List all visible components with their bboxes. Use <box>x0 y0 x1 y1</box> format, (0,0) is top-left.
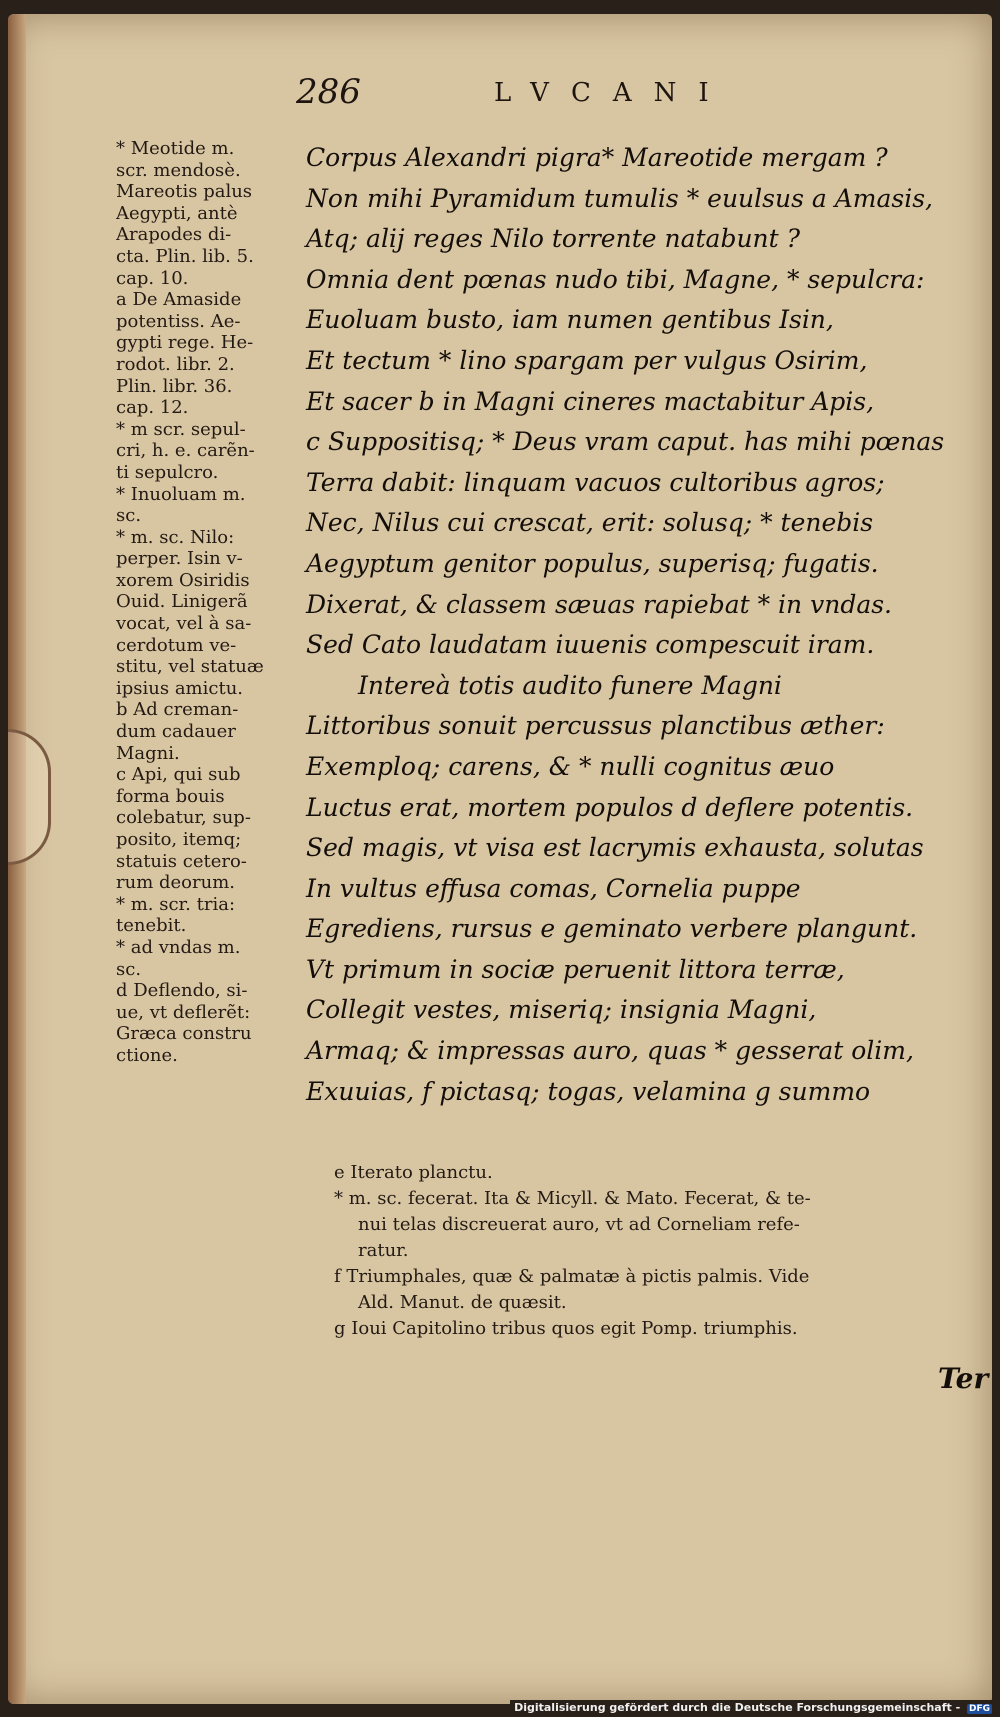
margin-note-line: statuis cetero- <box>116 850 247 872</box>
running-head <box>8 72 992 122</box>
margin-note-line: rum deorum. <box>116 872 235 894</box>
margin-note-line: cap. 12. <box>116 397 189 419</box>
footnote-line: * m. sc. fecerat. Ita & Micyll. & Mato. Fecerat, & te- <box>334 1188 811 1209</box>
margin-note-line: posito, itemq; <box>116 829 242 850</box>
footnotes <box>334 1160 974 1342</box>
book-page <box>8 14 992 1704</box>
margin-notes <box>116 138 306 1067</box>
digitization-credit <box>510 1700 996 1715</box>
catchword: Ter <box>938 1362 989 1395</box>
margin-note-line: gypti rege. He- <box>116 332 254 354</box>
margin-note-line: vocat, vel à sa- <box>116 613 252 635</box>
margin-note-line: * Inuoluam m. <box>116 483 246 505</box>
margin-note-line: xorem Osiridis <box>116 569 250 591</box>
verse-line: Dixerat, & classem sæuas rapiebat * in vndas. <box>306 589 892 619</box>
margin-note-line: potentiss. Ae- <box>116 310 241 332</box>
margin-note-line: cri, h. e. carẽn- <box>116 440 255 462</box>
verse-line: Exuuias, f pictasq; togas, velamina g summo <box>306 1076 871 1106</box>
verse-line: Sed Cato laudatam iuuenis compescuit iram. <box>306 630 875 660</box>
margin-note-line: dum cadauer <box>116 721 236 743</box>
margin-note-line: * ad vndas m. <box>116 936 241 958</box>
verse-line: Collegit vestes, miseriq; insignia Magni, <box>306 995 817 1025</box>
margin-note-line: ti sepulcro. <box>116 461 219 483</box>
footer-text: Digitalisierung gefördert durch die Deutsche Forschungsgemeinschaft - <box>514 1701 961 1714</box>
margin-note-line: scr. mendosè. <box>116 159 241 181</box>
footnote-line: Ald. Manut. de quæsit. <box>358 1292 567 1313</box>
footnote-line: f Triumphales, quæ & palmatæ à pictis palmis. Vide <box>334 1266 810 1287</box>
margin-note-line: Plin. libr. 36. <box>116 375 233 397</box>
verse-line: Et sacer b in Magni cineres mactabitur Apis, <box>306 386 875 416</box>
verse-line: In vultus effusa comas, Cornelia puppe <box>306 873 801 903</box>
verse-line: Nec, Nilus cui crescat, erit: solusq; * tenebis <box>306 508 874 538</box>
verse-line: Omnia dent pœnas nudo tibi, Magne, * sepulcra: <box>306 264 925 294</box>
verse-line: Vt primum in sociæ peruenit littora terræ, <box>306 954 845 984</box>
margin-note-line: tenebit. <box>116 915 187 937</box>
page-tab-marker <box>8 729 51 865</box>
margin-note-line: cerdotum ve- <box>116 634 237 656</box>
verse-line: Sed magis, vt visa est lacrymis exhausta, solutas <box>306 833 924 863</box>
verse-line: Atq; alij reges Nilo torrente natabunt ? <box>306 224 801 254</box>
footnote-line: e Iterato planctu. <box>334 1162 493 1183</box>
footnote-line: ratur. <box>358 1240 409 1261</box>
footnote-line: nui telas discreuerat auro, vt ad Corneliam refe- <box>358 1214 800 1235</box>
margin-note-line: cta. Plin. lib. 5. <box>116 245 254 267</box>
margin-note-line: Magni. <box>116 742 180 764</box>
margin-note-line: b Ad creman- <box>116 699 239 721</box>
verse-line: Terra dabit: linquam vacuos cultoribus agros; <box>306 467 885 497</box>
margin-note-line: sc. <box>116 505 142 527</box>
margin-note-line: c Api, qui sub <box>116 764 241 786</box>
margin-note-line: stitu, vel statuæ <box>116 656 264 678</box>
margin-note-line: d Deflendo, si- <box>116 980 248 1002</box>
footnote-line: g Ioui Capitolino tribus quos egit Pomp. triumphis. <box>334 1318 798 1339</box>
margin-note-line: Græca constru <box>116 1023 252 1045</box>
margin-note-line: Mareotis palus <box>116 181 253 203</box>
margin-note-line: forma bouis <box>116 785 225 807</box>
margin-note-line: * m. scr. tria: <box>116 893 236 915</box>
verse-line: Luctus erat, mortem populos d deflere potentis. <box>306 792 914 822</box>
verse-line: Corpus Alexandri pigra* Mareotide mergam ? <box>306 143 888 172</box>
margin-note-line: Ouid. Linigerã <box>116 591 248 613</box>
margin-note-line: ipsius amictu. <box>116 677 244 699</box>
verse-line: Euoluam busto, iam numen gentibus Isin, <box>306 305 834 335</box>
verse-line: Littoribus sonuit percussus planctibus æther: <box>306 711 885 741</box>
verse-line: Exemploq; carens, & * nulli cognitus æuo <box>306 751 835 781</box>
verse-line: Non mihi Pyramidum tumulis * euulsus a Amasis, <box>306 183 933 213</box>
verse-line: Aegyptum genitor populus, superisq; fugatis. <box>306 548 879 578</box>
margin-note-line: Arapodes di- <box>116 224 232 246</box>
margin-note-line: ue, vt deflerẽt: <box>116 1001 251 1023</box>
page-number: 286 <box>296 72 361 112</box>
verse-line: Intereà totis audito funere Magni <box>358 670 782 700</box>
margin-note-line: Aegypti, antè <box>116 202 238 224</box>
margin-note-line: colebatur, sup- <box>116 807 251 829</box>
margin-note-line: perper. Isin v- <box>116 548 243 570</box>
verse-line: Et tectum * lino spargam per vulgus Osirim, <box>306 345 868 375</box>
verse-line: c Suppositisq; * Deus vram caput. has mihi pœnas <box>306 427 945 457</box>
margin-note-line: * m. sc. Nilo: <box>116 526 235 548</box>
margin-note-line: * Meotide m. <box>116 138 235 159</box>
margin-note-line: ctione. <box>116 1044 178 1066</box>
margin-note-line: cap. 10. <box>116 267 189 289</box>
verse-block <box>306 138 986 1112</box>
margin-note-line: * m scr. sepul- <box>116 418 246 440</box>
margin-note-line: sc. <box>116 958 142 980</box>
running-title: LVCANI <box>494 78 731 108</box>
margin-note-line: a De Amaside <box>116 289 242 311</box>
verse-line: Egrediens, rursus e geminato verbere plangunt. <box>306 914 918 944</box>
dfg-logo: DFG <box>968 1704 990 1714</box>
margin-note-line: rodot. libr. 2. <box>116 353 235 375</box>
verse-line: Armaq; & impressas auro, quas * gesserat olim, <box>306 1036 914 1066</box>
